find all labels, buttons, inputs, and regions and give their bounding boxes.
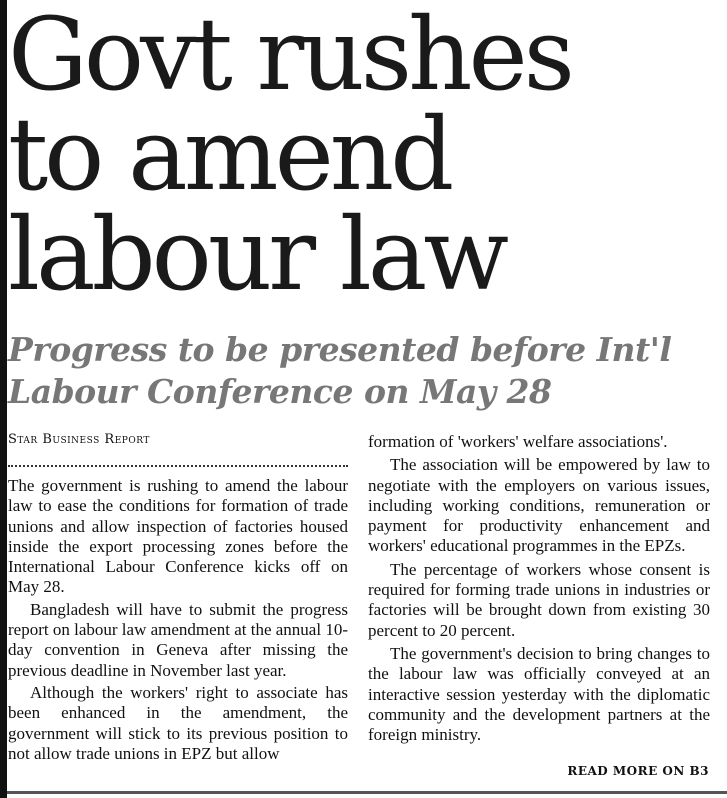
- article-paragraph: Bangladesh will have to submit the progress report on labour law amendment at the annual 10-day convention in Geneva after missing the previous deadline in November last year.: [8, 599, 348, 680]
- headline-line: to amend: [8, 96, 451, 213]
- article-column-right: [368, 432, 710, 748]
- headline: [8, 0, 724, 313]
- subheadline: [8, 329, 724, 413]
- bottom-rule: [7, 791, 727, 794]
- subheadline-line: Labour Conference on May 28: [8, 372, 552, 411]
- subheadline-line: Progress to be presented before Int'l: [8, 330, 672, 369]
- byline-divider: [8, 465, 348, 467]
- article-paragraph: formation of 'workers' welfare associations'.: [368, 432, 668, 451]
- byline: Star Business Report: [8, 432, 150, 447]
- article-paragraph: Although the workers' right to associate has been enhanced in the amendment, the government will stick to its previous position to not allow trade unions in EPZ but allow: [8, 682, 348, 763]
- headline-line: labour law: [8, 196, 506, 313]
- article-paragraph: The government is rushing to amend the labour law to ease the conditions for formation of trade unions and allow inspection of factories housed inside the export processing zones before the International Labour Conference kicks off on May 28.: [8, 476, 348, 597]
- article-paragraph: The government's decision to bring changes to the labour law was officially conveyed at an interactive session yesterday with the diplomatic community and the development partners at the foreign ministry.: [368, 643, 710, 745]
- article-paragraph: The percentage of workers whose consent is required for forming trade unions in industries or factories will be brought down from existing 30 percent to 20 percent.: [368, 559, 710, 640]
- page-left-edge: [0, 0, 7, 798]
- headline-line: Govt rushes: [8, 0, 571, 113]
- read-more-link[interactable]: READ MORE ON B3: [567, 764, 709, 778]
- article-paragraph: The association will be empowered by law to negotiate with the employers on various issues, including working conditions, remuneration or payment for productivity enhancement and workers' educational programmes in the EPZs.: [368, 455, 710, 556]
- article-column-left: [8, 476, 348, 766]
